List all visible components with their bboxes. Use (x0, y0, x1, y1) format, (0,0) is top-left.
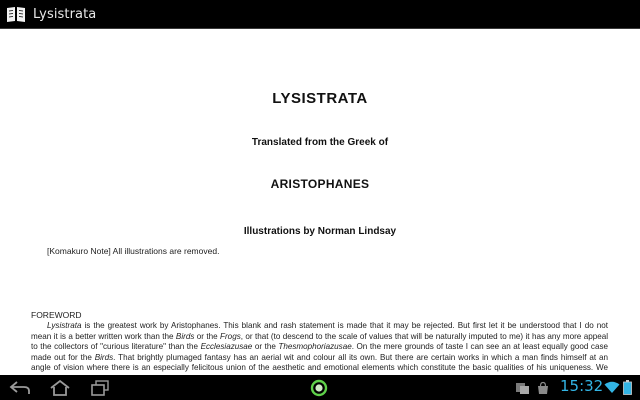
reader-page[interactable] (0, 29, 640, 375)
illustrations-credit: Illustrations by Norman Lindsay (243, 226, 397, 237)
system-bar (0, 375, 640, 400)
foreword-heading: FOREWORD (31, 310, 82, 320)
work-title: Frogs (220, 331, 241, 341)
open-book-icon[interactable] (5, 3, 27, 25)
foreword-text: is the greatest work by Aristophanes. This blank and rash statement is made that it may be rejected. But first let it be understood that I do not mean it is a better written work than the (31, 321, 608, 341)
app-title: Lysistrata (33, 6, 97, 22)
work-title: Birds (94, 352, 114, 362)
foreword-text: . That brightly plumaged fantasy has an aerial wit and colour all its own. But there are certain works in which a man finds himself at an angle of vision where there is an especially felicitous union of the aesthetic and emotional elements which constitute the basic qualities of his uniqueness. We (31, 352, 608, 373)
shopping-bag-icon[interactable] (536, 380, 550, 395)
back-arrow-icon[interactable] (8, 377, 32, 398)
work-title: Lysistrata (47, 321, 82, 330)
translated-from-line: Translated from the Greek of (251, 137, 389, 148)
foreword-text: . On the mere grounds of taste I can see an at least equally good case made out for the (31, 342, 608, 362)
wifi-icon (604, 380, 620, 395)
book-title: LYSISTRATA (272, 90, 368, 107)
author-name: ARISTOPHANES (270, 177, 370, 191)
work-title: Thesmophoriazusae (278, 342, 352, 352)
battery-icon (623, 380, 632, 395)
notification-icon[interactable] (515, 380, 531, 395)
status-clock: 15:32 (560, 377, 604, 395)
foreword-text: or the (252, 342, 279, 352)
home-icon[interactable] (48, 377, 72, 398)
foreword-text: , or that (to descend to the scale of values that will be naturally imputed to me) it has any more appeal to the collectors of "curious literature" than the (31, 331, 608, 352)
action-bar (0, 0, 640, 28)
ring-icon[interactable] (309, 377, 329, 398)
work-title: Birds (175, 331, 195, 341)
foreword-text: or the (194, 331, 221, 341)
editor-note: [Komakuro Note] All illustrations are removed. (47, 246, 220, 256)
recent-apps-icon[interactable] (88, 377, 112, 398)
work-title: Ecclesiazusae (200, 342, 253, 352)
